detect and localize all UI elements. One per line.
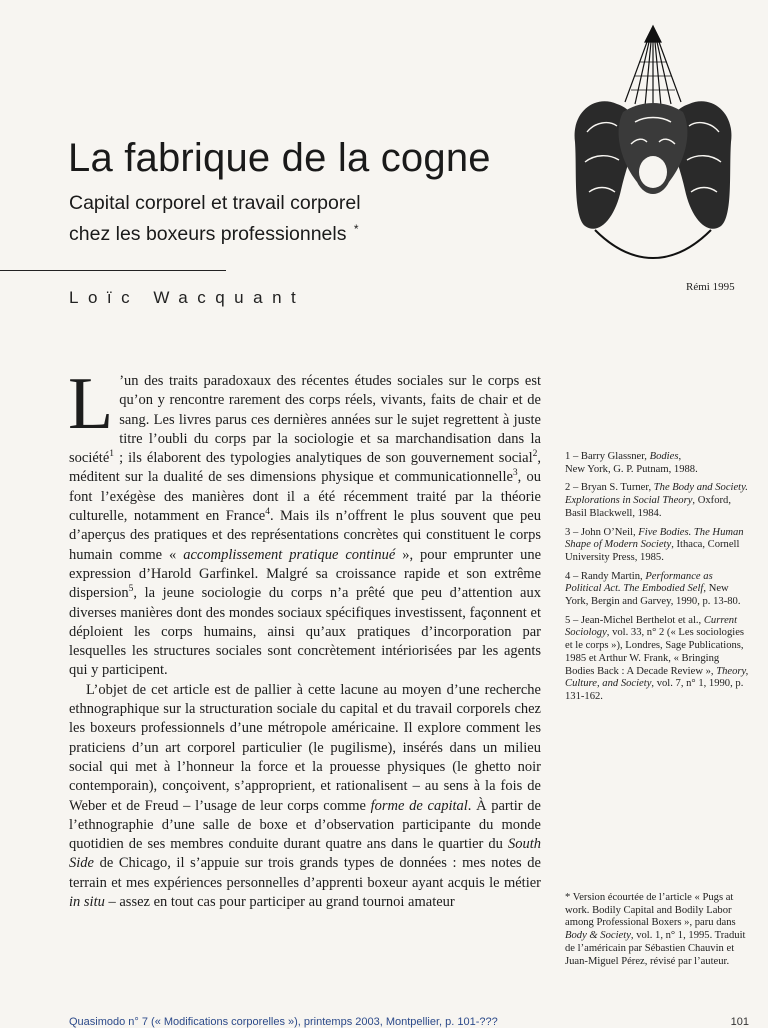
body-text-run: de Chicago, il s’appuie sur trois grands types de données : mes notes de terrain et mes expériences personnelles d’apprenti boxeur ayant acquis le métier [69,855,541,891]
image-credit: Rémi 1995 [686,281,735,293]
footnote-star: * Version écourtée de l’article « Pugs at work. Bodily Capital and Bodily Labor among Professional Boxers », paru dans Body & Society, vol. 1, n° 1, 1995. Traduit de l’américain par Sébastien Chauvin et Juan-Miguel Pérez, révisé par l’auteur. [565,892,746,967]
body-paragraph-1 [68,363,542,681]
body-text-run: . À partir de l’ethnographie d’une salle de boxe et d’observation participante du monde quotidien de ses membres conduite durant quatre ans dans le quartier du [69,797,541,853]
body-text-run: – assez en tout cas pour participer au grand tournoi amateur [104,894,455,911]
footnote-ref-2: 2 [532,449,538,460]
footnote-ref-4: 4 [265,507,270,518]
article-subtitle [69,190,361,247]
body-paragraph-2 [69,681,541,913]
footnote-1: 1 – Barry Glassner, Bodies, New York, G. P. Putnam, 1988. [565,451,698,475]
body-emphasis: in situ [69,894,105,911]
footnote-5: 5 – Jean-Michel Berthelot et al., Current Sociology, vol. 33, n° 2 (« Les sociologies et le corps »), Londres, Sage Publications, 1985 et Arthur W. Frank, « Bringing Bodies Back : A Decade Review », Theory, Culture, and Society, vol. 7, n° 1, 1990, p. 131-162. [565,614,749,702]
body-text-run: , la jeune sociologie du corps n’a prêté que peu d’attention aux diverses manières dont des mondes sociaux spécifiques investissent, façonnent et déploient les corps humains, ainsi qu’aux pratiques d’incorporation par lesquelles les structures sociales sont concrètement intériorisées par les agents qui y participent. [69,585,541,679]
body-text-run: ’un des traits paradoxaux des récentes études sociales sur le corps est qu’on y rencontre rarement des corps réels, vivants, faits de chair et de sang. Les livres parus ces dernières années sur le sujet regrettent à juste titre l’oubli du corps par la sociologie et sa marchandisation dans la société [69,373,541,467]
body-emphasis: accomplissement pratique continué [183,546,396,563]
body-text-run: », pour emprunter une expression d’Harold Garfinkel. Malgré sa croissance rapide et son extrême dispersion [69,546,542,602]
subtitle-footnote-mark: * [353,222,359,236]
body-text-run: , méditent sur la dualité de ses dimensions physique et communicationnelle [69,450,541,486]
footnote-2: 2 – Bryan S. Turner, The Body and Society. Explorations in Social Theory, Oxford, Basil Blackwell, 1984. [565,482,748,519]
footnote-ref-3: 3 [512,468,518,479]
footnote-3: 3 – John O’Neil, Five Bodies. The Human Shape of Modern Society, Ithaca, Cornell University Press, 1985. [565,526,744,563]
article-body [68,363,542,912]
journal-reference: Quasimodo n° 7 (« Modifications corporelles »), printemps 2003, Montpellier, p. 101-??? [69,1016,498,1028]
illustration-clasped-hands [565,22,741,262]
body-text-run: L’objet de cet article est de pallier à cette lacune au moyen d’une recherche ethnographique sur la structuration sociale du capital et du travail corporels chez les boxeurs professionnels d’une métropole américaine. Il explore comment les praticiens d’un art corporel particulier (le pugilisme), insérés dans un milieu social qui met à l’honneur la force et la prouesse physiques (le ghetto noir contemporain), conçoivent, s’approprient, et rationalisent – au sens à la fois de Weber et de Freud – l’usage de leur corps comme [69,681,541,814]
body-emphasis: South Side [69,836,541,872]
body-emphasis: forme de capital [370,797,468,814]
footnote-ref-5: 5 [128,584,134,595]
footnotes [565,451,750,710]
drop-cap: L [68,363,114,445]
title-rule [0,270,226,271]
footnote-4: 4 – Randy Martin, Performance as Political Act. The Embodied Self, New York, Bergin and Garvey, 1990, p. 13-80. [565,570,741,608]
body-text-run: ; ils élaborent des typologies analytiques de son gouvernement social [114,450,533,467]
page-footer [69,1016,749,1028]
subtitle-line-1: Capital corporel et travail corporel [69,192,361,214]
page-number: 101 [730,1016,749,1028]
subtitle-line-2: chez les boxeurs professionnels [69,223,347,245]
author-name: Loïc Wacquant [69,288,306,307]
body-text-run: , ou font l’exégèse des manières dont il a été récemment traité par la théorie culturelle, notamment en France [69,469,542,525]
body-text-run: . Mais ils n’offrent le plus souvent que peu d’aperçus des pratiques et des représentations concrètes qui constituent le corps humain comme « [69,508,541,563]
footnote-ref-1: 1 [109,449,115,460]
article-title: La fabrique de la cogne [68,136,491,180]
